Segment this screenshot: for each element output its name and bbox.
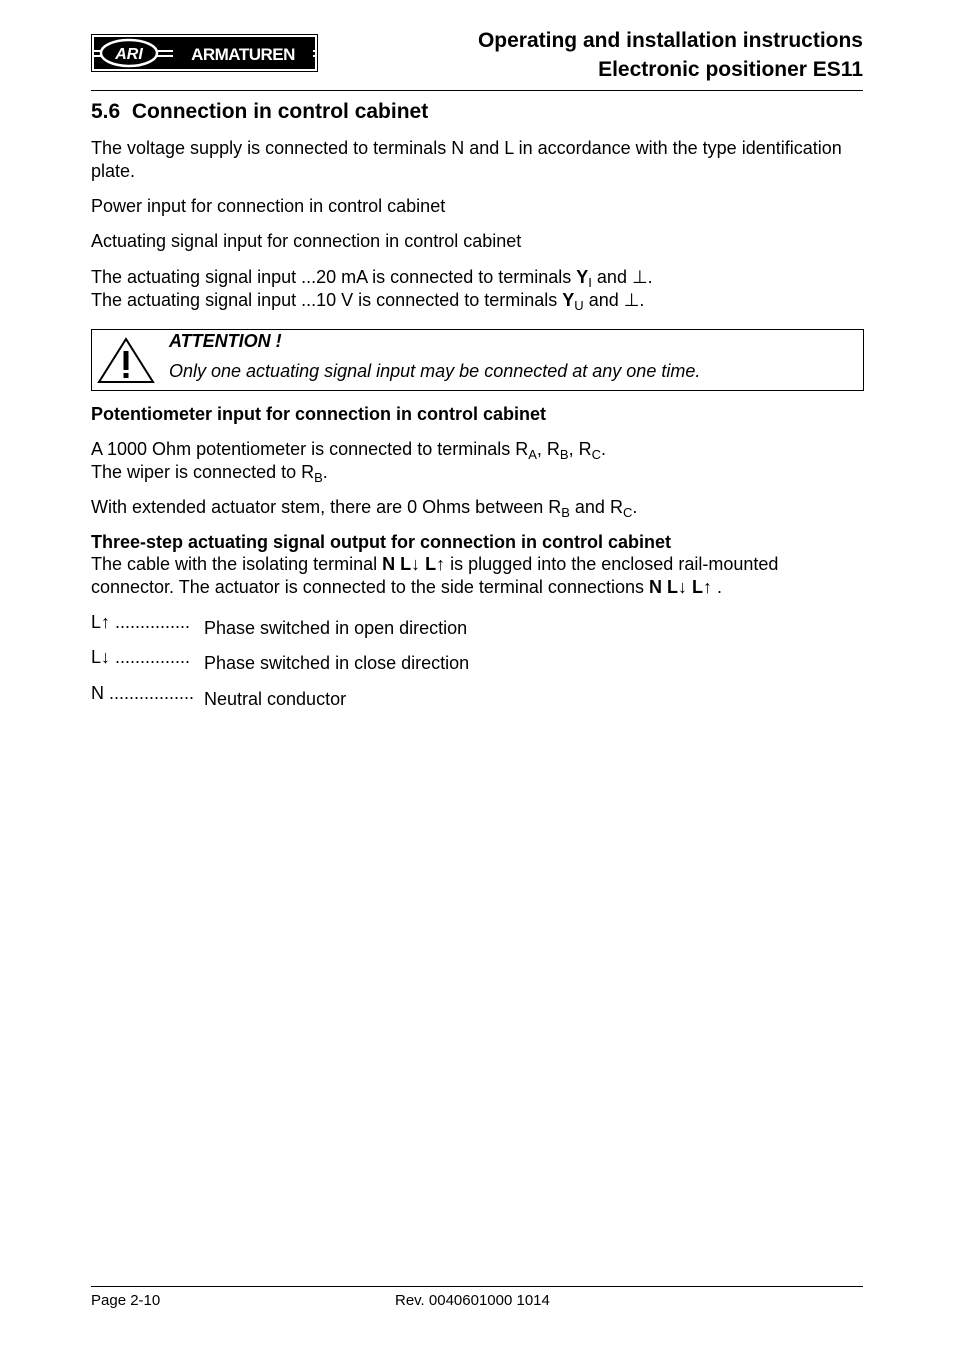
section-number: 5.6 (91, 100, 121, 123)
pot-sub-a: A (528, 447, 537, 462)
legend-description: Phase switched in open direction (204, 618, 468, 638)
signal-ma-end: and ⊥. (591, 267, 653, 287)
signal-v-terminal: Y (562, 290, 575, 310)
actuating-signal-paragraph (91, 266, 863, 312)
three-step-text-end: . (712, 577, 723, 597)
document-header-title (478, 26, 863, 84)
page-number: Page 2-10 (91, 1292, 161, 1309)
three-step-text-mid: is plugged into the enclosed rail-mounted connector. The actuator is connected to the side terminal connections (91, 554, 779, 597)
stem-sub1: B (561, 505, 570, 520)
legend-description: Phase switched in close direction (204, 653, 470, 673)
stem-mid: and R (569, 497, 623, 517)
legend-row (91, 611, 467, 640)
legend-term: L↑ ............... (91, 612, 191, 632)
actuator-stem-paragraph (91, 496, 863, 519)
signal-ma-subscript: I (588, 275, 592, 290)
section-heading (91, 99, 428, 125)
legend-row (91, 646, 469, 675)
signal-v-text: The actuating signal input ...10 V is connected to terminals (91, 290, 563, 310)
svg-text:ARMATUREN: ARMATUREN (191, 45, 295, 64)
svg-text:ARI: ARI (115, 46, 143, 63)
footer-divider (91, 1286, 863, 1287)
pot-sep1: , R (536, 439, 560, 459)
header-divider (91, 90, 863, 91)
pot-sep2: , R (568, 439, 592, 459)
legend-term: N ................. (91, 683, 195, 703)
legend-term: L↓ ............... (91, 647, 191, 667)
legend-row (91, 682, 346, 711)
pot-sub-c: C (591, 447, 601, 462)
potentiometer-paragraph (91, 438, 863, 484)
warning-triangle-icon (97, 336, 155, 384)
pot-line2-end: . (322, 462, 328, 482)
power-input-paragraph: Power input for connection in control cabinet (91, 196, 446, 216)
three-step-paragraph (91, 553, 863, 599)
company-logo (91, 34, 318, 72)
three-step-heading: Three-step actuating signal output for connection in control cabinet (91, 532, 672, 552)
stem-text: With extended actuator stem, there are 0 Ohms between R (91, 497, 562, 517)
three-step-text-start: The cable with the isolating terminal (91, 554, 383, 574)
three-step-terminal-1: N L↓ L↑ (382, 554, 446, 574)
stem-end: . (632, 497, 638, 517)
signal-v-subscript: U (574, 298, 584, 313)
signal-ma-terminal: Y (576, 267, 589, 287)
attention-text: Only one actuating signal input may be connected at any one time. (169, 361, 701, 381)
header-title-line2: Electronic positioner ES11 (598, 58, 863, 81)
pot-sub-b: B (559, 447, 569, 462)
attention-title: ATTENTION ! (169, 331, 282, 351)
pot-line2-sub: B (314, 470, 323, 485)
pot-line2-text: The wiper is connected to R (91, 462, 315, 482)
revision-number: Rev. 0040601000 1014 (395, 1292, 550, 1309)
signal-v-end: and ⊥. (583, 290, 645, 310)
legend-description: Neutral conductor (204, 689, 347, 709)
header-title-line1: Operating and installation instructions (477, 29, 863, 52)
potentiometer-heading: Potentiometer input for connection in control cabinet (91, 404, 547, 424)
three-step-terminal-2: N L↓ L↑ (649, 577, 712, 597)
attention-box (91, 329, 864, 391)
pot-line1-end: . (601, 439, 607, 459)
actuating-input-paragraph: Actuating signal input for connection in control cabinet (91, 231, 522, 251)
signal-ma-text: The actuating signal input ...20 mA is connected to terminals (91, 267, 577, 287)
voltage-supply-paragraph: The voltage supply is connected to terminals N and L in accordance with the type identification plate. (91, 138, 842, 181)
stem-sub2: C (622, 505, 633, 520)
section-title: Connection in control cabinet (131, 100, 429, 123)
pot-line1-text: A 1000 Ohm potentiometer is connected to terminals R (91, 439, 529, 459)
